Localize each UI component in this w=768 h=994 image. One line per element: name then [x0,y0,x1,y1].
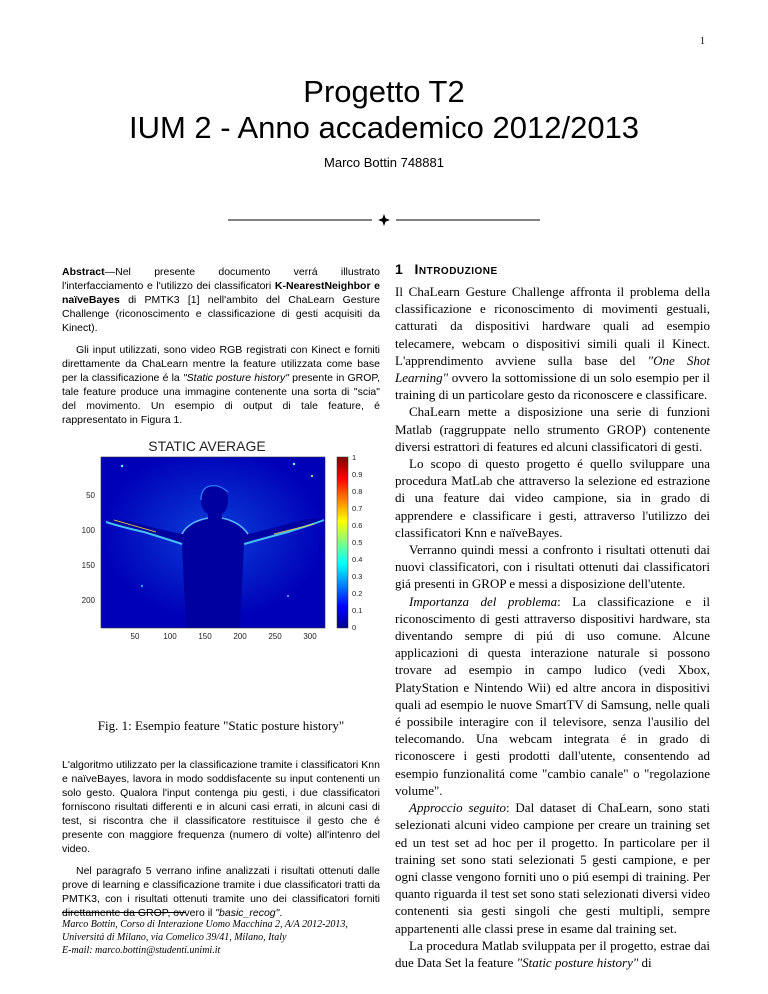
section-title: Introduzione [414,261,498,277]
author: Marco Bottin 748881 [324,155,444,170]
y-axis-ticks [82,491,96,605]
body-text: di [638,954,652,970]
abstract-label: Abstract [62,266,105,278]
abstract [62,265,380,435]
body-italic: "Static posture history" [516,954,639,970]
abstract-text: presente in GROP, tale feature produce una immagine contenente una sorta di "scia" del movimento. Un esempio di output di tale feature, é rappresentato in Figura 1. [62,372,380,426]
body-text: : Dal dataset di ChaLearn, sono stati selezionati alcuni video campione per creare un training set ed un test set ad hoc per il progetto. In particolare per il training set sono stati selezionati 5 gesti campione, e per ogni classe vengono forniti uno o piú esempi di training. Per quanto riguarda il test set sono stati selezionati diversi video contenenti sia gesti singoli che gesti multipli, sempre appartenenti alle classi prese in esame dal training set. [395,800,711,936]
colorbar-tick-label: 0.3 [352,572,363,581]
body-italic: "One Shot Learning" [395,352,710,386]
paragraph-label: Approccio seguito [409,800,507,816]
colorbar [337,457,348,628]
x-tick-label: 100 [163,632,177,641]
left-body [62,758,380,928]
footnote-rule [62,912,186,913]
footnote-line: Marco Bottin, Corso di Interazione Uomo Macchina 2, A/A 2012-2013, [62,919,348,930]
colorbar-tick-label: 0.8 [352,487,363,496]
colorbar-tick-label: 0.2 [352,589,363,598]
abstract-bold: K-NearestNeighbor e naïveBayes [62,280,380,306]
colorbar-tick-label: 1 [352,453,357,462]
body-text: ovvero la sottomissione di un solo esempio per il training di un particolare gesto da riconoscere e classificare. [395,370,710,403]
introduction-body [395,283,710,971]
abstract-text: Gli input utilizzati, sono video RGB registrati con Kinect e forniti direttamente da ChaLearn mentre la feature utilizzata come base per la classificazione é la [62,344,380,384]
figure-static-average [62,436,380,660]
x-tick-label: 300 [303,632,317,641]
title-divider [228,214,540,226]
title-line-1: Progetto T2 [303,74,465,109]
x-tick-label: 50 [130,632,140,641]
footnote [62,918,380,957]
body-paragraph: Lo scopo di questo progetto é quello sviluppare una procedura MatLab che attraverso la selezione ed estrazione di una feature dai video campione, sia in grado di apprendere e classificare i gesti, attraverso l'utilizzo dei classificatori Knn e naïveBayes. [395,456,710,540]
abstract-text: di PMTK3 [1] nell'ambito del ChaLearn Gesture Challenge (riconoscimento e classificazione di gesti acquisiti da Kinect). [62,294,380,334]
figure-caption: Fig. 1: Esempio feature "Static posture history" [97,718,345,733]
abstract-italic: "Static posture history" [182,372,289,384]
colorbar-tick-label: 0.9 [352,470,363,479]
y-tick-label: 200 [81,596,95,605]
footnote-line: Universitá di Milano, via Comelico 39/41, Milano, Italy [62,932,287,943]
abstract-text: —Nel presente documento verrá illustrato l'interfacciamento e l'utilizzo dei classificatori [62,266,380,292]
section-number: 1 [395,261,403,277]
body-text: Il ChaLearn Gesture Challenge affronta il problema della classificazione e riconoscimento di movimenti gestuali, catturati da dispositivi hardware quali ad esempio telecamere, webcam o dispositivi simili quali il Kinect. L'apprendimento avviene sulla base del [395,284,710,368]
colorbar-tick-label: 0.4 [352,555,363,564]
colorbar-tick-label: 0 [352,623,357,632]
figure-title: STATIC AVERAGE [148,438,266,454]
body-text: Nel paragrafo 5 verrano infine analizzati i risultati ottenuti dalle prove di learning e classificazione tramite i due classificatori tratti da PMTK3, con i risultati ottenuti tramite uno dei classificatori forniti direttamente da GROP, ovvero il [62,865,380,919]
heatmap-image [101,457,325,628]
body-text: : La classificazione e il riconoscimento di gesti attraverso dispositivi hardware, sta diventando sempre di piú di uso comune. Alcune applicazioni di questa interazione naturale si possono trovare ad esempio in campo ludico (vedi Xbox, PlatyStation e Nintendo Wii) ed altre ancora in dispositivi quali ad esempio le nuove SmartTV di Samsung, nelle quali é possibile interagire con il televisore, senza l'ausilio del telecomando. Una webcam integrata é in grado di riconoscere i gesti prodotti dall'utente, consentendo ad esempio funzionalitá come "cambio canale" o "regolazione volume". [395,593,710,798]
body-text: La procedura Matlab sviluppata per il progetto, estrae dai due Data Set la feature [395,937,710,970]
y-tick-label: 50 [86,491,95,500]
body-paragraph [395,937,710,971]
body-text: . [279,907,283,919]
body-paragraph [395,593,710,799]
y-tick-label: 100 [81,526,95,535]
body-paragraph: L'algoritmo utilizzato per la classificazione tramite i classificatori Knn e naïveBayes, lavora in modo soddisfacente su input contenenti un solo gesto. Qualora l'input contenga piu gesti, i due classificatori forniscono risultati differenti e in alcuni casi errati, in alcuni casi di test, si riscontra che il classificatore restituisce il gesto che é presente con maggiore frequenza (numero di volte) all'intenro del video. [62,759,380,855]
section-heading [395,261,498,277]
diamond-ornament-icon [378,214,390,226]
colorbar-tick-label: 0.5 [352,538,363,547]
colorbar-tick-label: 0.1 [352,606,363,615]
x-tick-label: 200 [233,632,247,641]
paragraph-label: Importanza del problema [409,593,558,609]
page-number: 1 [700,36,705,47]
footnote-line: E-mail: marco.bottin@studenti.unimi.it [62,945,221,956]
body-paragraph: ChaLearn mette a disposizione una serie di funzioni Matlab (raggruppate nello strumento GROP) contenente diversi estrattori di features ed alcuni classificatori di gesti. [395,404,710,454]
paper-title [0,74,768,146]
colorbar-tick-label: 0.7 [352,504,363,513]
x-axis-ticks [131,632,318,641]
title-line-2: IUM 2 - Anno accademico 2012/2013 [128,110,640,145]
colorbar-ticks [352,453,362,632]
body-paragraph [395,283,710,403]
x-tick-label: 150 [198,632,212,641]
body-paragraph: Verranno quindi messi a confronto i risultati ottenuti dai nuovi classificatori, con i risultati ottenuti dai classificatori giá presenti in GROP e messi a disposizione dell'utente. [395,542,710,592]
body-italic: "basic_recog" [215,907,280,919]
colorbar-tick-label: 0.6 [352,521,363,530]
y-tick-label: 150 [81,561,95,570]
x-tick-label: 250 [268,632,282,641]
body-paragraph [395,799,710,937]
